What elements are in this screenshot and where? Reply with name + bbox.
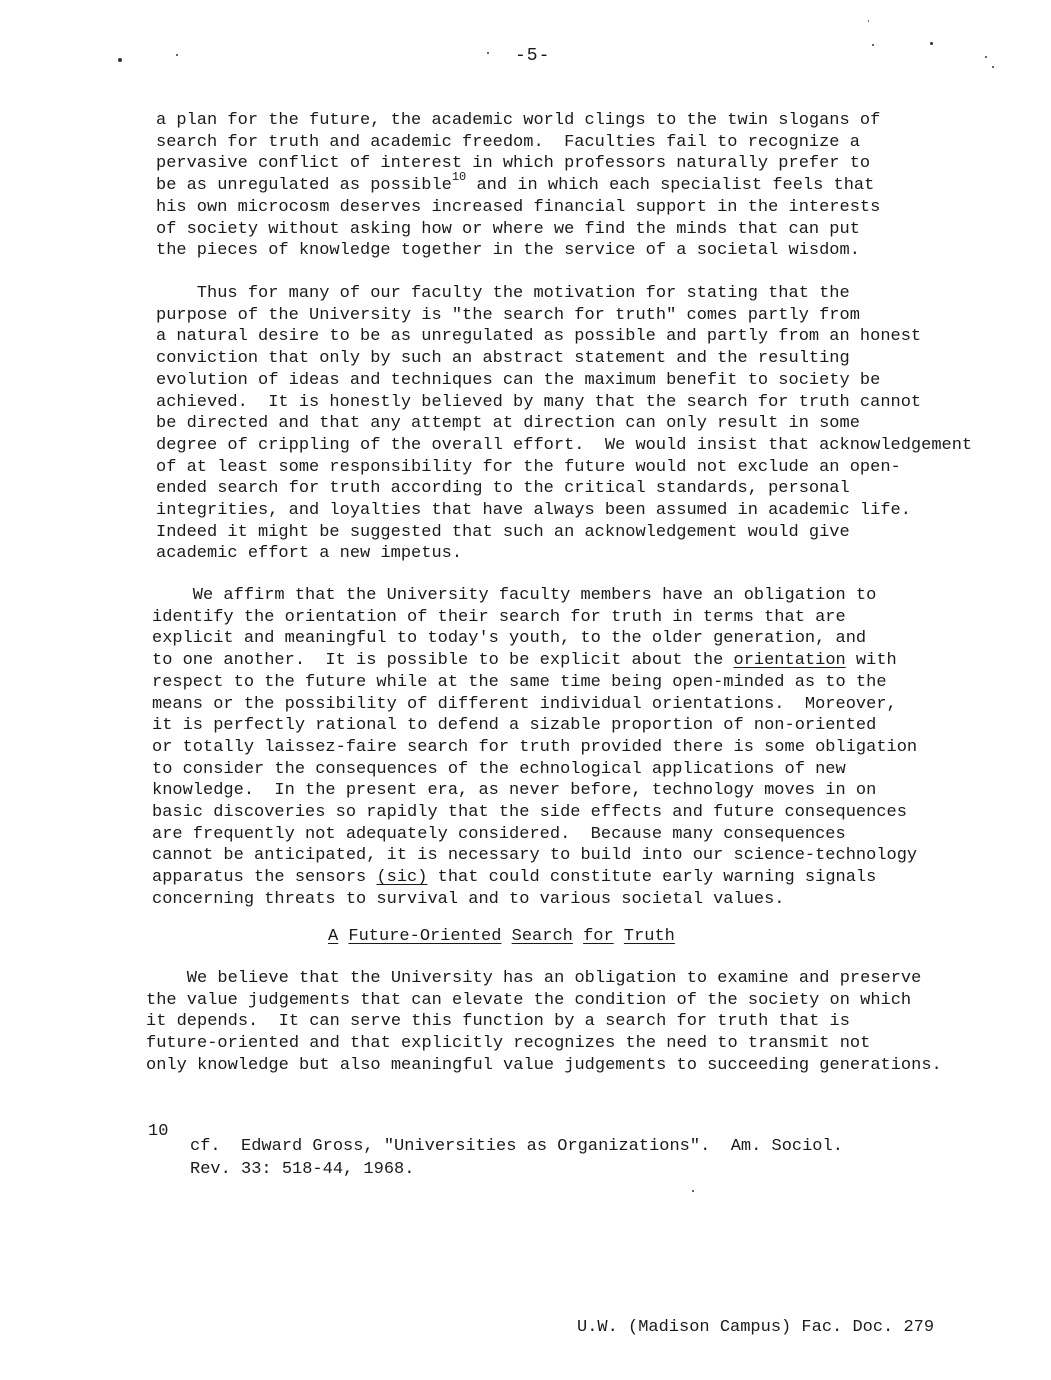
paragraph-2-line: a natural desire to be as unregulated as possible and partly from an honest: [156, 327, 922, 347]
footnote-marker: 10: [148, 1122, 169, 1141]
line-text: apparatus the sensors: [152, 868, 377, 888]
paragraph-2-line: degree of crippling of the overall effort. We would insist that acknowledgement: [156, 435, 973, 455]
scan-speck: [930, 42, 933, 45]
paragraph-2-line: ended search for truth according to the critical standards, personal: [156, 479, 850, 499]
paragraph-2-line: achieved. It is honestly believed by many that the search for truth cannot: [156, 392, 922, 412]
footnote-line: Rev. 33: 518-44, 1968.: [190, 1160, 415, 1179]
scan-speck: [487, 52, 489, 54]
paragraph-4-line: future-oriented and that explicitly recognizes the need to transmit not: [146, 1034, 871, 1054]
footnote-text: [190, 1135, 843, 1181]
paragraph-2-line: integrities, and loyalties that have always been assumed in academic life.: [156, 501, 911, 521]
paragraph-1-line: of society without asking how or where we find the minds that can put: [156, 219, 860, 239]
scan-speck: [992, 66, 994, 68]
paragraph-3-line: [152, 868, 876, 887]
paragraph-3-line: identify the orientation of their search for truth in terms that are: [152, 607, 846, 627]
paragraph-3-line: [152, 651, 897, 670]
paragraph-3-line: are frequently not adequately considered. Because many consequences: [152, 824, 846, 844]
paragraph-3-line: concerning threats to survival and to various societal values.: [152, 889, 785, 909]
underlined-word: (sic): [376, 868, 428, 888]
paragraph-3-line: respect to the future while at the same time being open-minded as to the: [152, 672, 887, 692]
paragraph-2-line: Indeed it might be suggested that such an acknowledgement would give: [156, 522, 850, 542]
paragraph-2-line: academic effort a new impetus.: [156, 544, 463, 564]
paragraph-1-line: search for truth and academic freedom. Faculties fail to recognize a: [156, 132, 860, 152]
heading-word: Search: [511, 927, 573, 946]
scan-speck: [985, 56, 987, 58]
scan-speck: [118, 58, 122, 62]
paragraph-3: [152, 585, 917, 911]
paragraph-3-line: We affirm that the University faculty members have an obligation to: [152, 586, 877, 605]
section-heading: [328, 926, 675, 948]
paragraph-1-line: the pieces of knowledge together in the service of a societal wisdom.: [156, 241, 860, 261]
scan-speck: [872, 44, 874, 46]
paragraph-2-line: be directed and that any attempt at direction can only result in some: [156, 414, 860, 434]
underlined-word: orientation: [733, 651, 846, 671]
paragraph-3-line: to consider the consequences of the echnological applications of new: [152, 759, 846, 779]
paragraph-3-line: knowledge. In the present era, as never before, technology moves in on: [152, 781, 877, 801]
paragraph-2-line: Thus for many of our faculty the motivation for stating that the: [156, 284, 850, 303]
scan-speck: [868, 20, 869, 22]
paragraph-4-line: only knowledge but also meaningful value judgements to succeeding generations.: [146, 1055, 942, 1075]
line-text: be as unregulated as possible: [156, 176, 452, 196]
paragraph-2-line: of at least some responsibility for the future would not exclude an open-: [156, 457, 901, 477]
paragraph-1-line: pervasive conflict of interest in which professors naturally prefer to: [156, 154, 871, 174]
document-identifier: U.W. (Madison Campus) Fac. Doc. 279: [577, 1318, 935, 1337]
paragraph-2: [156, 283, 972, 565]
footnote-reference: 10: [451, 170, 467, 185]
heading-word: for: [583, 927, 614, 946]
scan-speck: [692, 1190, 694, 1192]
paragraph-3-line: cannot be anticipated, it is necessary to build into our science-technology: [152, 846, 918, 866]
page-number: -5-: [515, 46, 551, 66]
paragraph-4: [146, 968, 942, 1077]
paragraph-2-line: purpose of the University is "the search for truth" comes partly from: [156, 305, 860, 325]
heading-word: A: [328, 927, 339, 946]
paragraph-2-line: evolution of ideas and techniques can the maximum benefit to society be: [156, 370, 881, 390]
line-text: to one another. It is possible to be explicit about the: [152, 651, 734, 671]
paragraph-2-line: conviction that only by such an abstract statement and the resulting: [156, 349, 850, 369]
line-text: and in which each specialist feels that: [466, 176, 875, 196]
paragraph-3-line: means or the possibility of different individual orientations. Moreover,: [152, 694, 897, 714]
paragraph-3-line: or totally laissez-faire search for truth provided there is some obligation: [152, 737, 918, 757]
paragraph-1: [156, 110, 880, 262]
paragraph-1-line: his own microcosm deserves increased financial support in the interests: [156, 197, 881, 217]
paragraph-3-line: basic discoveries so rapidly that the side effects and future consequences: [152, 803, 907, 823]
paragraph-3-line: it is perfectly rational to defend a sizable proportion of non-oriented: [152, 716, 877, 736]
scan-speck: [176, 54, 178, 56]
paragraph-1-line: a plan for the future, the academic world clings to the twin slogans of: [156, 111, 881, 130]
heading-word: Truth: [623, 927, 675, 946]
line-text: that could constitute early warning signals: [427, 868, 877, 888]
paragraph-4-line: the value judgements that can elevate the condition of the society on which: [146, 990, 912, 1010]
paragraph-3-line: explicit and meaningful to today's youth, to the older generation, and: [152, 629, 867, 649]
line-text: with: [845, 651, 897, 671]
paragraph-1-line: [156, 170, 875, 196]
heading-word: Future-Oriented: [348, 927, 502, 946]
paragraph-4-line: it depends. It can serve this function by a search for truth that is: [146, 1012, 850, 1032]
paragraph-4-line: We believe that the University has an obligation to examine and preserve: [146, 969, 922, 988]
footnote-line: cf. Edward Gross, "Universities as Organizations". Am. Sociol.: [190, 1137, 843, 1156]
